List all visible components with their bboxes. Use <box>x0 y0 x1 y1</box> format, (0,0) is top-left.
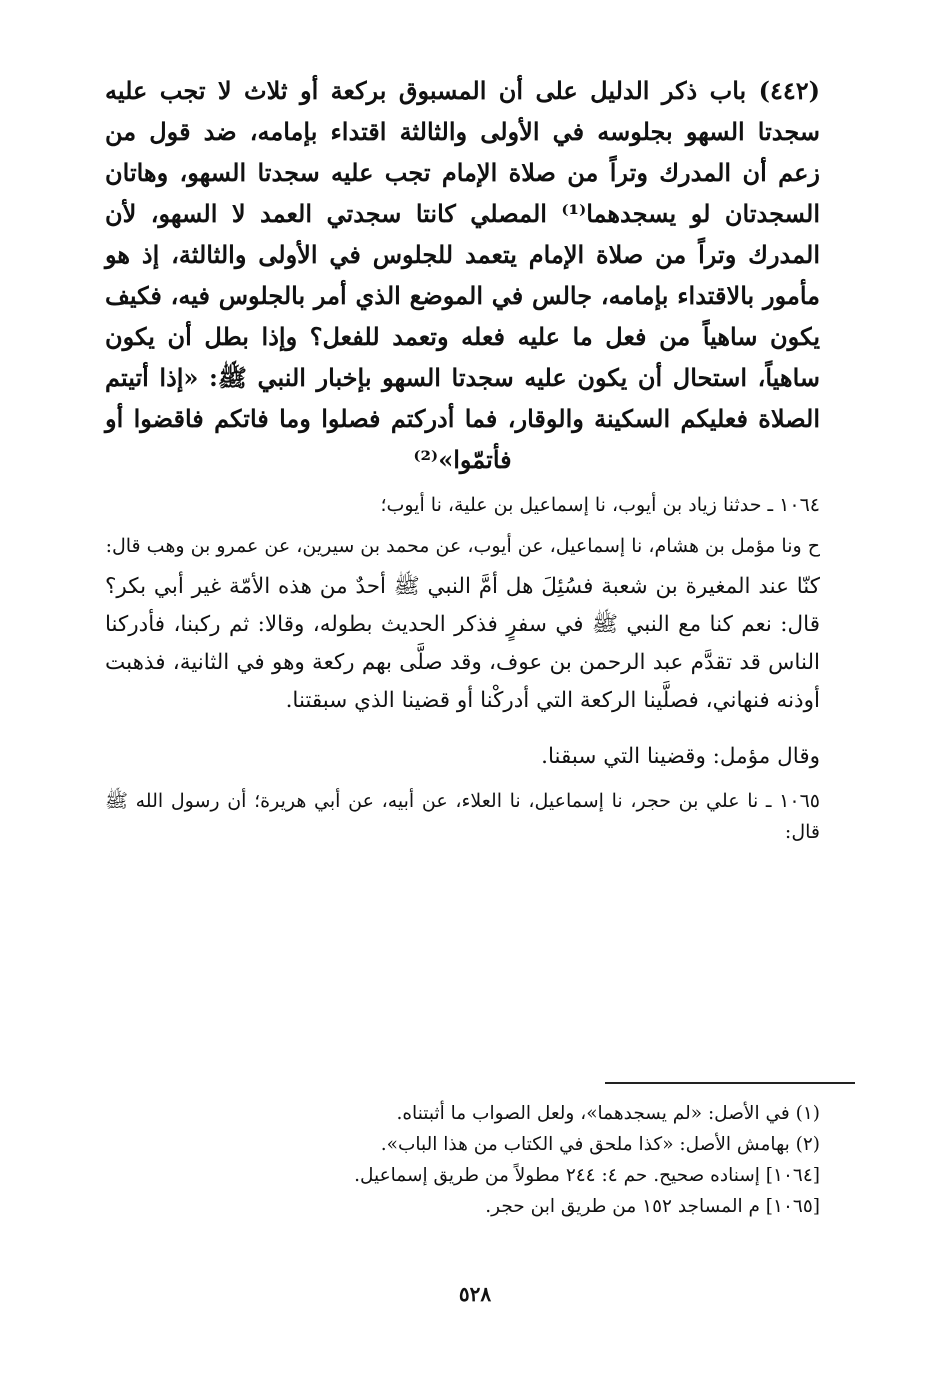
footnote-takhrij-1065: [١٠٦٥] م المساجد ١٥٢ من طريق ابن حجر. <box>485 1196 820 1217</box>
hadith-1064-muammal-note: وقال مؤمل: وقضينا التي سبقنا. <box>541 744 820 769</box>
hadith-1064-matn: كنّا عند المغيرة بن شعبة فسُئِلَ هل أمَّ النبي ﷺ أحدٌ من هذه الأمّة غير أبي بكر؟ قال: نعم كنا مع النبي ﷺ في سفرٍ فذكر الحديث بطوله، وقالا: ثم ركبنا، فأدركنا الناس قد تقدَّم عبد الرحمن بن عوف، وقد صلَّى بهم ركعة وهو في الثانية، فذهبت أوذنه فنهاني، فصلَّينا الركعة التي أدركْنا أو قضينا الذي سبقتنا. <box>105 574 820 713</box>
hadith-1064-isnad-2: ح ونا مؤمل بن هشام، نا إسماعيل، عن أيوب، عن محمد بن سيرين، عن عمرو بن وهب قال: <box>105 535 820 557</box>
footnote-2: (٢) بهامش الأصل: «كذا ملحق في الكتاب من هذا الباب». <box>380 1134 820 1155</box>
hadith-1064 <box>105 490 820 776</box>
footnote-takhrij-1064: [١٠٦٤] إسناده صحيح. حم ٤: ٢٤٤ مطولاً من طريق إسماعيل. <box>354 1165 820 1186</box>
hadith-1065 <box>105 786 820 848</box>
chapter-heading: (٤٤٢) باب ذكر الدليل على أن المسبوق بركعة أو ثلاث لا تجب عليه سجدتا السهو بجلوسه في الأولى والثالثة اقتداء بإمامه، ضد قول من زعم أن المدرك وتراً من صلاة الإمام تجب عليه سجدتا السهو، وهاتان السجدتان لو يسجدهما⁽¹⁾ المصلي كانتا سجدتي العمد لا السهو، لأن المدرك وتراً من صلاة الإمام يتعمد للجلوس في الأولى والثالثة، إذ هو مأمور بالاقتداء بإمامه، جالس في الموضع الذي أمر بالجلوس فيه، فكيف يكون ساهياً من فعل ما عليه فعله وتعمد للفعل؟ وإذا بطل أن يكون ساهياً، استحال أن يكون عليه سجدتا السهو بإخبار النبي ﷺ: «إذا أتيتم الصلاة فعليكم السكينة والوقار، فما أدركتم فصلوا وما فاتكم فاقضوا أو فأتمّوا»⁽²⁾ <box>105 76 820 474</box>
footnote-1: (١) في الأصل: «لم يسجدهما»، ولعل الصواب ما أثبتناه. <box>396 1103 820 1124</box>
page-number: ٥٢٨ <box>458 1282 492 1306</box>
hadith-1064-isnad-1: ١٠٦٤ ـ حدثنا زياد بن أيوب، نا إسماعيل بن علية، نا أيوب؛ <box>380 494 820 516</box>
footnote-divider <box>605 1082 855 1084</box>
spacer <box>105 726 820 732</box>
footnotes <box>110 1098 820 1222</box>
hadith-1065-isnad: ١٠٦٥ ـ نا علي بن حجر، نا إسماعيل، نا العلاء، عن أبيه، عن أبي هريرة؛ أن رسول الله ﷺ قال: <box>105 790 820 843</box>
